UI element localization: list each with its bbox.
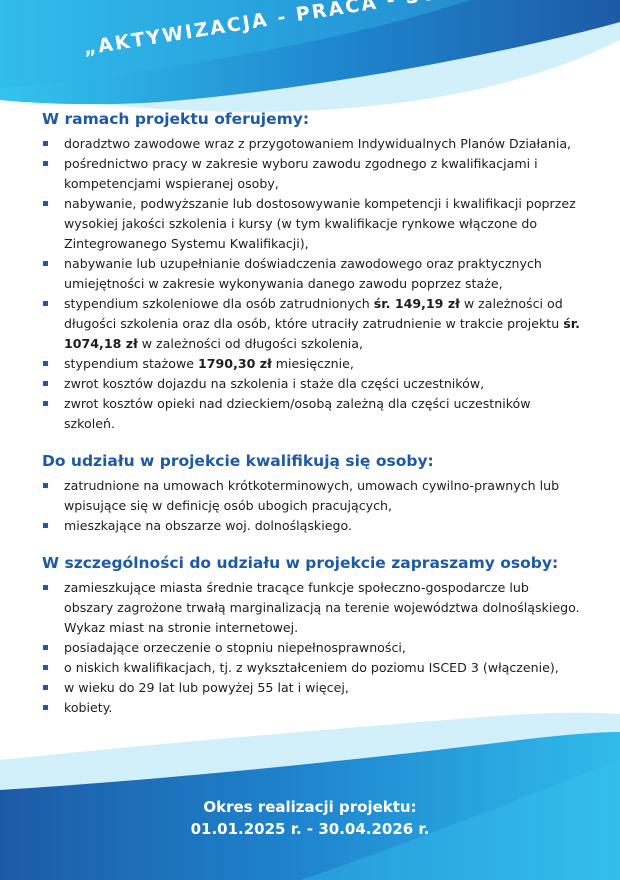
section-eligibility-heading: Do udziału w projekcie kwalifikują się osoby:	[42, 452, 434, 470]
list-item: stypendium szkoleniowe dla osób zatrudnionych śr. 149,19 zł w zależności od długości szkolenia oraz dla osób, które utraciły zatrudnienie w trakcie projektu śr. 1074,18 zł w zależności od długości szkolenia,	[42, 294, 582, 354]
eligibility-list	[42, 476, 582, 536]
list-item: zwrot kosztów opieki nad dzieckiem/osobą zależną dla części uczestników szkoleń.	[42, 394, 582, 434]
list-item: nabywanie lub uzupełnianie doświadczenia zawodowego oraz praktycznych umiejętności w zakresie wykonywania danego zawodu poprzez staże,	[42, 254, 582, 294]
list-item: stypendium stażowe 1790,30 zł miesięcznie,	[42, 354, 582, 374]
project-period-dates: 01.01.2025 r. - 30.04.2026 r.	[190, 820, 430, 838]
list-item: zatrudnione na umowach krótkoterminowych, umowach cywilno-prawnych lub wpisujące się w definicję osób ubogich pracujących,	[42, 476, 582, 516]
list-item: zamieszkujące miasta średnie tracące funkcje społeczno-gospodarcze lub obszary zagrożone trwałą marginalizacją na terenie województwa dolnośląskiego. Wykaz miast na stronie internetowej.	[42, 578, 582, 638]
project-period-label: Okres realizacji projektu:	[203, 798, 417, 816]
list-item: mieszkające na obszarze woj. dolnośląskiego.	[42, 516, 582, 536]
priority-list	[42, 578, 582, 718]
list-item: o niskich kwalifikacjach, tj. z wykształceniem do poziomu ISCED 3 (włączenie),	[42, 658, 582, 678]
list-item: pośrednictwo pracy w zakresie wyboru zawodu zgodnego z kwalifikacjami i kompetencjami wspieranej osoby,	[42, 154, 582, 194]
section-priority-heading: W szczególności do udziału w projekcie zapraszamy osoby:	[42, 554, 559, 572]
list-item: zwrot kosztów dojazdu na szkolenia i staże dla części uczestników,	[42, 374, 582, 394]
offer-list	[42, 134, 582, 434]
list-item: posiadające orzeczenie o stopniu niepełnosprawności,	[42, 638, 582, 658]
list-item: doradztwo zawodowe wraz z przygotowaniem Indywidualnych Planów Działania,	[42, 134, 582, 154]
main-content	[42, 110, 582, 736]
list-item: w wieku do 29 lat lub powyżej 55 lat i więcej,	[42, 678, 582, 698]
section-offer-heading: W ramach projektu oferujemy:	[42, 110, 310, 128]
list-item: nabywanie, podwyższanie lub dostosowywanie kompetencji i kwalifikacji poprzez wysokiej jakości szkolenia i kursy (w tym kwalifikacje rynkowe włączone do Zintegrowanego Systemu Kwalifikacji),	[42, 194, 582, 254]
list-item: kobiety.	[42, 698, 582, 718]
